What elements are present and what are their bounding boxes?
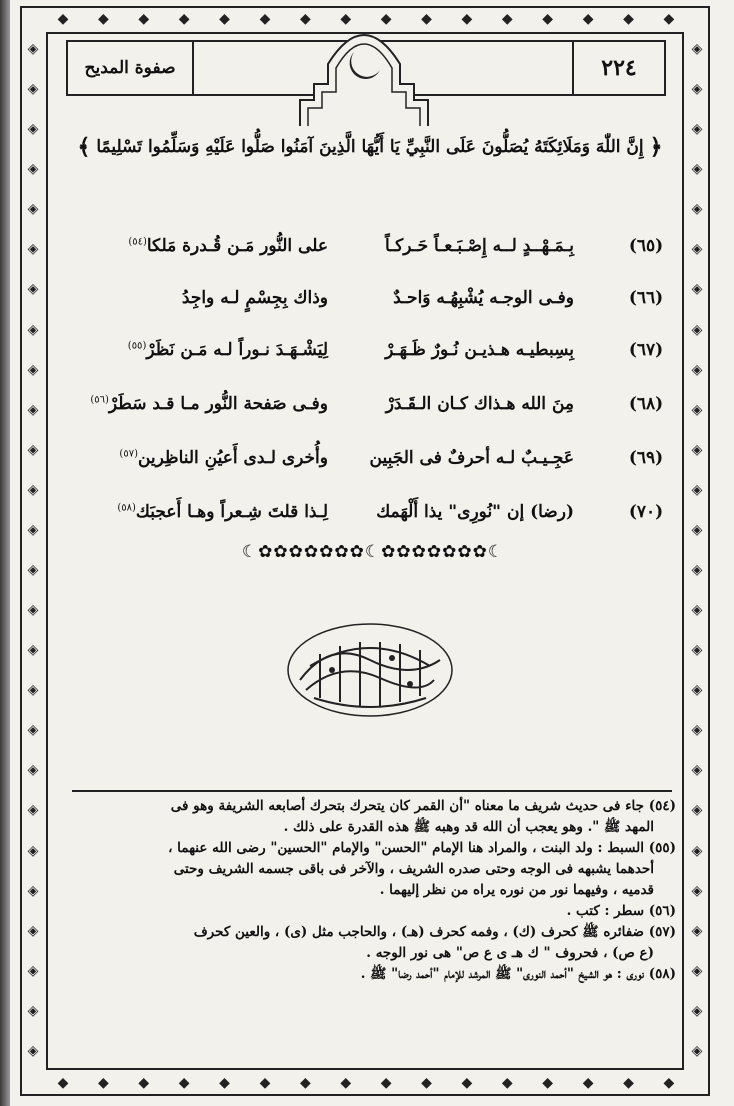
frame-ornament-icon: ◈ [27,161,39,178]
frame-ornament-icon: ◈ [27,682,39,699]
footnotes [74,796,676,985]
verse-line [74,236,674,266]
frame-ornament-icon: ◆ [138,11,150,27]
verse-number: (٦٧) [628,340,664,360]
frame-ornament-icon: ◈ [27,401,39,418]
verse-line [74,340,674,370]
verse-number: (٧٠) [628,502,664,522]
frame-ornament-icon: ◆ [380,1075,392,1091]
footnote-divider [72,790,672,792]
frame-ornament-icon: ◈ [27,481,39,498]
footnote-line: (٥٧) ضفائره ﷺ كحرف (ك) ، وفمه كحرف (هـ) ، والحاجب مثل (ى) ، والعين كحرف [193,924,676,940]
frame-ornament-icon: ◆ [98,11,109,27]
frame-ornament-icon: ◈ [27,241,39,258]
frame-ornament-icon: ◆ [380,11,392,27]
frame-ornament-icon: ◆ [57,1075,69,1091]
frame-ornament-icon: ◈ [691,1002,703,1019]
verse-second-text: وذاك بِجِسْمٍ لـه واجِدُ [181,288,328,308]
frame-ornament-icon: ◈ [27,602,39,619]
verse-first-hemistich: (رضا) إن "نُورِى" يذا أَلْهَمك [376,502,574,522]
footnote-ref: (٥٨) [117,502,136,514]
footnote-line: المهد ﷺ ". وهو يعجب أن الله قد وهبه ﷺ هذه القدرة على ذلك . [283,819,654,835]
footnote-ref: (٥٦) [90,394,109,406]
banner-bracket-close: ﴾ [77,134,91,160]
frame-ornament-icon: ◆ [259,1075,271,1091]
frame-ornament-icon: ◈ [691,1042,703,1059]
verse-second-hemistich [96,502,328,522]
frame-ornament-icon: ◆ [299,1075,311,1091]
frame-ornament-icon: ◆ [582,1075,594,1091]
frame-ornament-icon: ◈ [27,1042,39,1059]
footnote-line: قدميه ، وفيهما نور من نوره يراه من نظر إليهما . [379,882,654,898]
frame-ornament-icon: ◈ [691,481,703,498]
frame-ornament-icon: ◈ [691,121,703,138]
frame-ornament-icon: ◈ [691,361,703,378]
frame-ornament-icon: ◈ [27,762,39,779]
frame-ornament-icon: ◈ [691,922,703,939]
frame-ornament-icon: ◈ [691,642,703,659]
frame-ornament-icon: ◈ [27,201,39,218]
frame-ornament-icon: ◈ [691,682,703,699]
page-gutter-shadow [0,0,10,1106]
verse-second-text: وفـى صَفحة النُّور مـا قـد سَطَرْ [108,394,328,414]
footnote-ref: (٥٤) [128,236,147,248]
verse-second-text: على النُّور مَـن قُـدرة مَلكا [146,236,328,256]
frame-ornament-icon: ◈ [27,882,39,899]
frame-ornament-icon: ◆ [663,1075,675,1091]
frame-ornament-icon: ◈ [691,281,703,298]
footnote-line: (٥٨) نورى : هو الشيخ "أحمد النورى" ﷺ المرشد للإمام "أحمد رضا" ﷺ . [360,966,676,982]
frame-ornament-icon: ◆ [138,1075,150,1091]
frame-ornament-icon: ◈ [27,562,39,579]
verse-number: (٦٦) [628,288,664,308]
frame-ornament-icon: ◈ [27,521,39,538]
frame-ornament-icon: ◈ [691,842,703,859]
frame-ornament-icon: ◈ [691,441,703,458]
page-number: ٢٢٤ [572,42,664,94]
frame-ornament-right [690,40,704,1060]
footnote-ref: (٥٥) [127,340,147,352]
frame-ornament-icon: ◈ [27,281,39,298]
footnote-line: (٥٥) السبط : ولد البنت ، والمراد هنا الإمام "الحسن" والإمام "الحسين" رضى الله عنهما ، [168,840,676,856]
frame-ornament-icon: ◆ [178,11,190,27]
frame-ornament-icon: ◈ [27,41,39,57]
frame-ornament-icon: ◆ [582,11,594,27]
frame-ornament-icon: ◈ [27,1002,39,1019]
frame-ornament-icon: ◆ [461,1075,473,1091]
frame-ornament-icon: ◈ [27,441,39,458]
frame-ornament-icon: ◆ [501,11,513,27]
crescent-arch-icon [296,14,432,126]
frame-ornament-icon: ◈ [27,722,39,739]
verse-line [74,448,674,478]
verse-second-text: لِيَشْـهَـدَ نـوراً لـه مَـن نَظَرْ [146,340,328,360]
frame-ornament-icon: ◈ [691,722,703,739]
frame-ornament-icon: ◈ [691,802,703,819]
verse-first-hemistich: عَجِـيـبٌ لـه أحرفٌ فى الجَبِين [369,448,574,468]
verse-first-hemistich: بِسِبطيـه هـذيـن نُـورٌ ظَـهَـرْ [385,340,574,360]
verse-second-text: لِـذا قلتَ شِـعراً وهـا أَعجبَك [135,502,328,522]
frame-ornament-icon: ◆ [219,11,230,27]
verse-second-hemistich [96,236,328,256]
frame-ornament-icon: ◈ [27,81,39,98]
frame-ornament-icon: ◈ [27,962,39,979]
frame-ornament-icon: ◆ [98,1075,109,1091]
star-crescent-separator: ☾✿✿✿✿✿✿✿☾✿✿✿✿✿✿✿☾ [241,542,505,562]
verse-number: (٦٥) [628,236,664,256]
verse-number: (٦٩) [628,448,664,468]
banner-text: إِنَّ اللّٰهَ وَمَلَائِكَتَهُ يُصَلُّونَ عَلَى النَّبِيِّ يَا أَيُّهَا الَّذِينَ آمَنُوا صَلُّوا عَلَيْهِ وَسَلِّمُوا تَسْلِيمًا [96,137,644,157]
frame-ornament-icon: ◆ [340,11,352,27]
frame-ornament-icon: ◈ [27,321,39,338]
frame-ornament-icon: ◈ [691,201,703,218]
frame-ornament-icon: ◈ [27,802,39,819]
frame-ornament-icon: ◈ [691,762,703,779]
footnote-ref: (٥٧) [119,448,138,460]
frame-ornament-icon: ◈ [27,121,39,138]
frame-ornament-icon: ◆ [542,1075,554,1091]
frame-ornament-icon: ◈ [691,81,703,98]
frame-ornament-icon: ◈ [691,161,703,178]
verse-second-hemistich [96,340,328,360]
verse-number: (٦٨) [628,394,664,414]
banner-bracket-open: ﴿ [649,134,663,160]
verse-line [74,394,674,424]
quran-verse-banner [77,128,663,166]
footnote-line: (٥٤) جاء فى حديث شريف ما معناه "أن القمر كان يتحرك بتحرك أصابعه الشريفة وهو فى [170,798,676,814]
verse-first-hemistich: بِـمَـهْــدٍ لــه إِصْـبَـعـاً حَـركـاً [385,236,574,256]
frame-ornament-icon: ◈ [691,321,703,338]
frame-ornament-icon: ◆ [623,1075,634,1091]
frame-ornament-left [26,40,40,1060]
calligraphy-medallion-icon [280,620,460,720]
frame-ornament-icon: ◆ [663,11,675,27]
frame-ornament-icon: ◈ [691,241,703,258]
footnote-line: أحدهما يشبهه فى الوجه وحتى صدره الشريف ، والآخر فى باقى جسمه الشريف وحتى [173,861,654,877]
frame-ornament-icon: ◆ [178,1075,190,1091]
frame-ornament-icon: ◈ [691,401,703,418]
verse-first-hemistich: مِنَ الله هـذاك كـان الـقَـدَرْ [385,394,574,414]
frame-ornament-icon: ◈ [691,882,703,899]
frame-ornament-bottom [56,1074,676,1092]
frame-ornament-icon: ◆ [421,1075,432,1091]
verse-second-hemistich [90,394,328,414]
frame-ornament-icon: ◈ [27,642,39,659]
verse-line [74,288,674,318]
frame-ornament-icon: ◈ [27,361,39,378]
frame-ornament-icon: ◆ [57,11,69,27]
verse-second-hemistich [96,448,328,468]
verse-second-text: وأُخرى لـدى أَعيُنِ الناظِرين [137,448,328,468]
frame-ornament-icon: ◆ [259,11,271,27]
verse-first-hemistich: وفـى الوجـه يُشْبِهُـه وَاحـدٌ [393,288,574,308]
frame-ornament-icon: ◆ [299,11,311,27]
frame-ornament-icon: ◆ [542,11,554,27]
section-title: صفوة المديح [68,42,194,94]
frame-ornament-icon: ◈ [691,602,703,619]
frame-ornament-icon: ◈ [691,562,703,579]
frame-ornament-icon: ◈ [691,962,703,979]
frame-ornament-icon: ◆ [219,1075,230,1091]
footnote-line: (٥٦) سطر : كتب . [566,903,676,919]
frame-ornament-icon: ◆ [421,11,432,27]
frame-ornament-icon: ◆ [623,11,634,27]
frame-ornament-icon: ◈ [691,521,703,538]
frame-ornament-icon: ◆ [461,11,473,27]
frame-ornament-icon: ◈ [27,922,39,939]
frame-ornament-icon: ◆ [501,1075,513,1091]
frame-ornament-icon: ◈ [691,41,703,57]
footnote-line: (ع ص) ، فحروف " ك هـ ى ع ص" هى نور الوجه . [366,945,654,961]
frame-ornament-icon: ◆ [340,1075,352,1091]
verse-second-hemistich [96,288,328,308]
frame-ornament-icon: ◈ [27,842,39,859]
verse-line [74,502,674,532]
